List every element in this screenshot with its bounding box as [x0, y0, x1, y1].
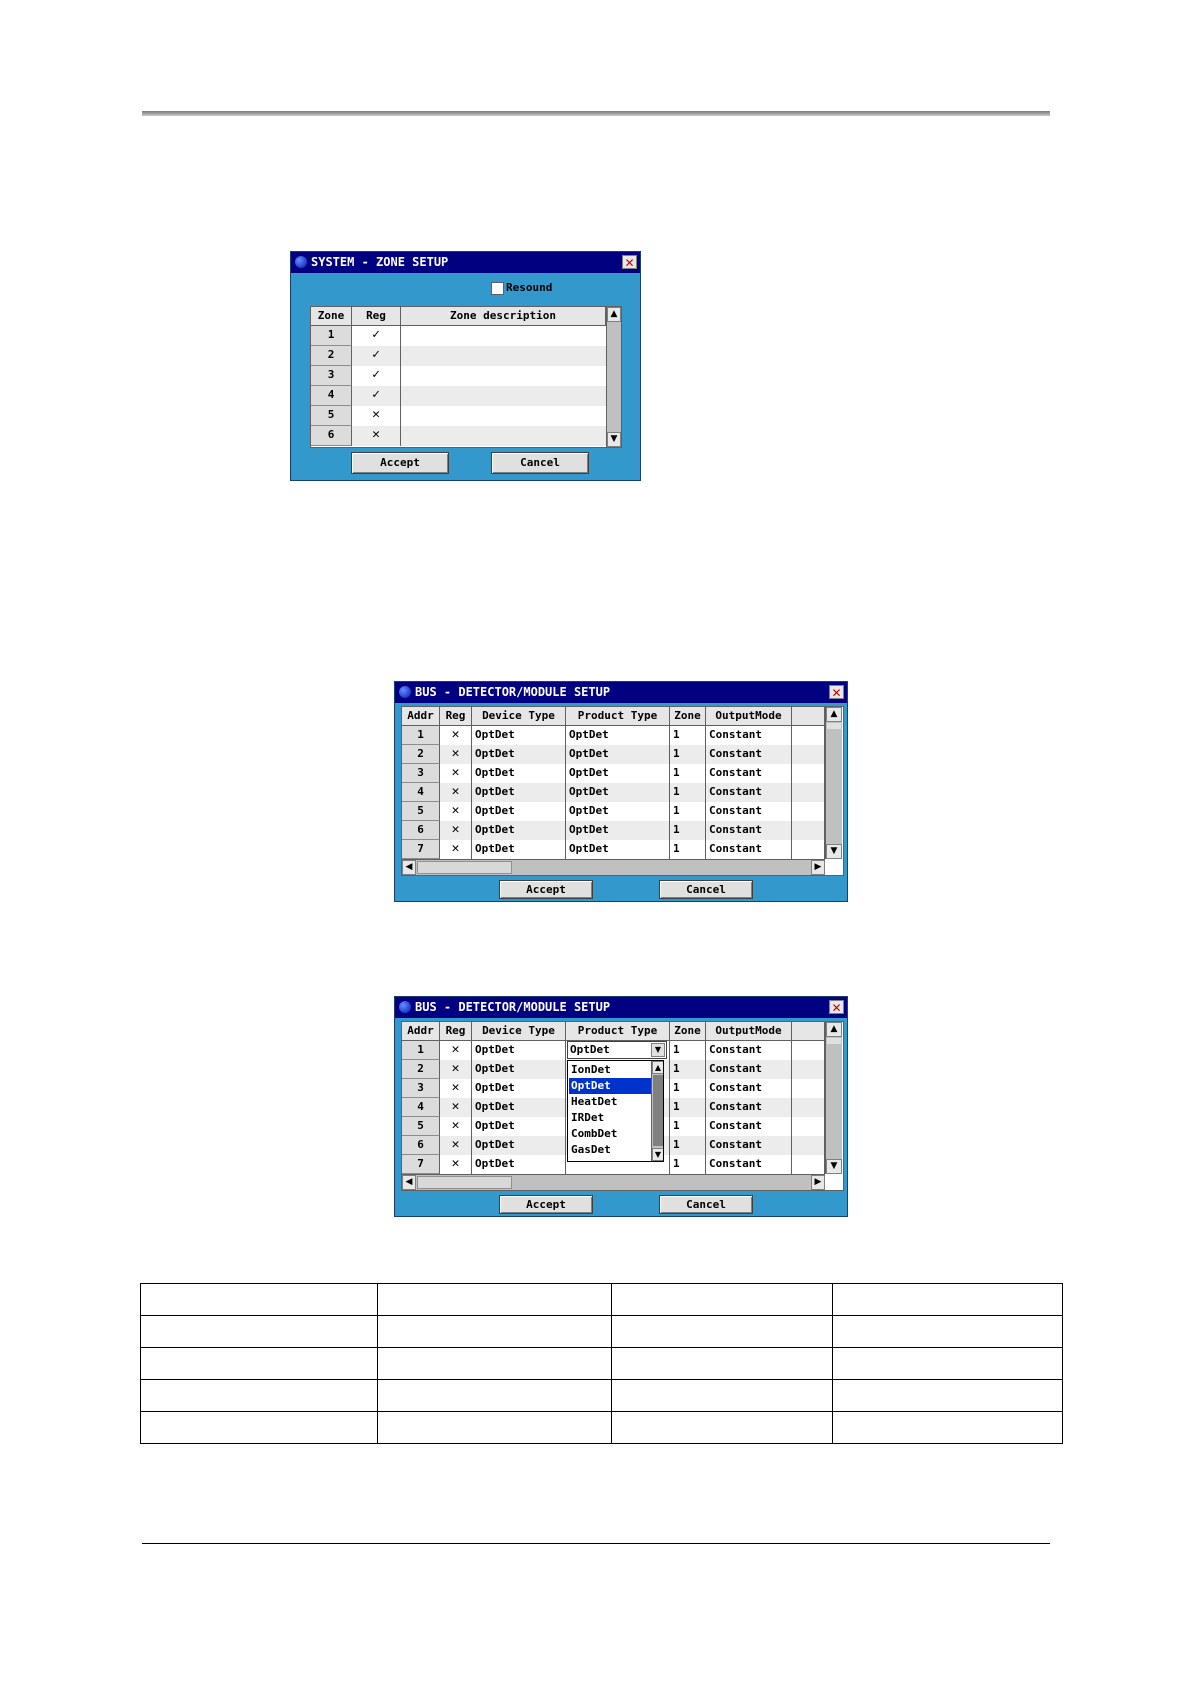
- doc-table-cell: [612, 1412, 833, 1444]
- device-type-cell[interactable]: OptDet: [472, 1155, 566, 1174]
- scroll-up-icon[interactable]: ▲: [607, 307, 621, 322]
- extra-cell[interactable]: [792, 840, 825, 859]
- scroll-down-icon[interactable]: ▼: [826, 1159, 842, 1174]
- zone-cell[interactable]: 1: [670, 783, 706, 802]
- reg-status-icon[interactable]: ✕: [440, 1117, 472, 1136]
- table-row[interactable]: [311, 326, 606, 346]
- horizontal-scrollbar[interactable]: [402, 859, 825, 875]
- scroll-up-icon[interactable]: ▲: [652, 1061, 664, 1074]
- extra-cell[interactable]: [792, 1041, 825, 1060]
- extra-cell[interactable]: [792, 1117, 825, 1136]
- doc-table-row: [141, 1284, 1063, 1316]
- product-type-cell[interactable]: OptDet: [566, 745, 670, 764]
- reg-status-icon[interactable]: ✕: [440, 783, 472, 802]
- device-grid: [401, 706, 844, 876]
- device-type-cell[interactable]: OptDet: [472, 1041, 566, 1060]
- doc-table-cell: [141, 1284, 378, 1316]
- column-header-addr[interactable]: Addr: [402, 1022, 440, 1041]
- scroll-thumb[interactable]: [827, 1038, 841, 1044]
- zone-description-cell[interactable]: [401, 426, 606, 446]
- doc-table-cell: [378, 1348, 612, 1380]
- zone-cell[interactable]: 1: [670, 1041, 706, 1060]
- dropdown-option[interactable]: IRDet: [571, 1111, 605, 1124]
- scroll-left-icon[interactable]: ◀: [402, 1175, 416, 1190]
- table-row[interactable]: [402, 726, 825, 745]
- product-type-combo[interactable]: [567, 1041, 667, 1059]
- scroll-right-icon[interactable]: ▶: [811, 860, 825, 875]
- output-mode-cell[interactable]: Constant: [706, 1155, 792, 1174]
- scroll-thumb[interactable]: [417, 1176, 512, 1189]
- zone-description-cell[interactable]: [401, 386, 606, 406]
- device-type-cell[interactable]: OptDet: [472, 1136, 566, 1155]
- address-cell[interactable]: 2: [402, 1060, 440, 1079]
- device-type-cell[interactable]: OptDet: [472, 1079, 566, 1098]
- reg-status-icon[interactable]: ✕: [440, 1098, 472, 1117]
- reg-status-icon[interactable]: ✕: [440, 726, 472, 745]
- scroll-up-icon[interactable]: ▲: [826, 1022, 842, 1037]
- extra-cell[interactable]: [792, 1060, 825, 1079]
- doc-table-cell: [833, 1284, 1063, 1316]
- dialog-title: BUS - DETECTOR/MODULE SETUP: [415, 1000, 611, 1014]
- output-mode-cell[interactable]: Constant: [706, 764, 792, 783]
- address-cell[interactable]: 1: [402, 1041, 440, 1060]
- table-row[interactable]: [402, 745, 825, 764]
- zone-cell[interactable]: 1: [670, 1117, 706, 1136]
- output-mode-cell[interactable]: Constant: [706, 1136, 792, 1155]
- zone-cell[interactable]: 1: [670, 840, 706, 859]
- device-type-cell[interactable]: OptDet: [472, 726, 566, 745]
- reg-status-icon[interactable]: ✕: [440, 1136, 472, 1155]
- accept-button[interactable]: Accept: [351, 452, 449, 474]
- column-header-device-type[interactable]: Device Type: [472, 707, 566, 726]
- extra-cell[interactable]: [792, 764, 825, 783]
- doc-table-cell: [833, 1412, 1063, 1444]
- doc-table-cell: [378, 1412, 612, 1444]
- dropdown-option[interactable]: OptDet: [569, 1078, 651, 1094]
- reg-status-icon[interactable]: ✕: [440, 1060, 472, 1079]
- document-table: [140, 1283, 1063, 1444]
- doc-table-row: [141, 1316, 1063, 1348]
- table-row[interactable]: [402, 783, 825, 802]
- table-row[interactable]: [402, 764, 825, 783]
- column-header-description[interactable]: Zone description: [401, 307, 606, 326]
- bus-setup-dialog-2: [394, 996, 848, 1217]
- zone-cell[interactable]: 1: [670, 726, 706, 745]
- extra-cell[interactable]: [792, 783, 825, 802]
- accept-button[interactable]: Accept: [499, 1195, 593, 1214]
- address-cell[interactable]: 6: [402, 1136, 440, 1155]
- reg-status-icon[interactable]: ✕: [440, 821, 472, 840]
- doc-table-cell: [141, 1348, 378, 1380]
- zone-number[interactable]: 4: [311, 386, 352, 406]
- dialog-title: SYSTEM - ZONE SETUP: [311, 255, 449, 269]
- extra-cell[interactable]: [792, 802, 825, 821]
- column-header-addr[interactable]: Addr: [402, 707, 440, 726]
- product-type-cell[interactable]: OptDet: [566, 783, 670, 802]
- reg-status-icon[interactable]: ✕: [440, 1155, 472, 1174]
- scroll-right-icon[interactable]: ▶: [811, 1175, 825, 1190]
- table-row[interactable]: [311, 426, 606, 446]
- reg-status-icon[interactable]: ✕: [352, 406, 401, 426]
- extra-cell[interactable]: [792, 1155, 825, 1174]
- dropdown-option[interactable]: IonDet: [571, 1063, 611, 1076]
- dropdown-option[interactable]: GasDet: [571, 1143, 611, 1156]
- reg-status-icon[interactable]: ✕: [440, 1079, 472, 1098]
- zone-description-cell[interactable]: [401, 326, 606, 346]
- output-mode-cell[interactable]: Constant: [706, 1098, 792, 1117]
- column-header-device-type[interactable]: Device Type: [472, 1022, 566, 1041]
- extra-cell[interactable]: [792, 726, 825, 745]
- doc-table-cell: [833, 1316, 1063, 1348]
- doc-table-cell: [612, 1380, 833, 1412]
- extra-cell[interactable]: [792, 821, 825, 840]
- output-mode-cell[interactable]: Constant: [706, 1079, 792, 1098]
- close-icon[interactable]: ✕: [829, 1000, 844, 1014]
- device-type-cell[interactable]: OptDet: [472, 802, 566, 821]
- scroll-thumb[interactable]: [417, 861, 512, 874]
- zone-number[interactable]: 2: [311, 346, 352, 366]
- zone-number[interactable]: 1: [311, 326, 352, 346]
- vertical-scrollbar[interactable]: [825, 1022, 842, 1174]
- extra-cell[interactable]: [792, 745, 825, 764]
- zone-cell[interactable]: 1: [670, 1060, 706, 1079]
- doc-table-cell: [833, 1380, 1063, 1412]
- doc-table-cell: [612, 1284, 833, 1316]
- scroll-thumb[interactable]: [827, 723, 841, 729]
- address-cell[interactable]: 7: [402, 1155, 440, 1174]
- product-type-cell[interactable]: OptDet: [566, 802, 670, 821]
- output-mode-cell[interactable]: Constant: [706, 1117, 792, 1136]
- address-cell[interactable]: 6: [402, 821, 440, 840]
- zone-cell[interactable]: 1: [670, 1155, 706, 1174]
- doc-table-row: [141, 1380, 1063, 1412]
- column-header-zone[interactable]: Zone: [670, 707, 706, 726]
- doc-table-row: [141, 1348, 1063, 1380]
- dialog-title: BUS - DETECTOR/MODULE SETUP: [415, 685, 611, 699]
- column-header-reg[interactable]: Reg: [440, 1022, 472, 1041]
- zone-cell[interactable]: 1: [670, 802, 706, 821]
- table-row[interactable]: [311, 366, 606, 386]
- horizontal-scrollbar[interactable]: [402, 1174, 825, 1190]
- address-cell[interactable]: 5: [402, 1117, 440, 1136]
- table-row[interactable]: [311, 406, 606, 426]
- reg-status-icon[interactable]: ✓: [352, 346, 401, 366]
- doc-table-cell: [141, 1316, 378, 1348]
- address-cell[interactable]: 7: [402, 840, 440, 859]
- cancel-button[interactable]: Cancel: [659, 880, 753, 899]
- accept-button[interactable]: Accept: [499, 880, 593, 899]
- scroll-thumb[interactable]: [653, 1075, 664, 1146]
- doc-table-cell: [141, 1412, 378, 1444]
- zone-cell[interactable]: 1: [670, 1136, 706, 1155]
- zone-description-cell[interactable]: [401, 366, 606, 386]
- doc-table-cell: [612, 1316, 833, 1348]
- scroll-up-icon[interactable]: ▲: [826, 707, 842, 722]
- resound-label: Resound: [506, 281, 553, 294]
- resound-checkbox[interactable]: [491, 282, 504, 295]
- bus-setup-dialog-1: [394, 681, 848, 902]
- output-mode-cell[interactable]: Constant: [706, 745, 792, 764]
- column-header-product-type[interactable]: Product Type: [566, 707, 670, 726]
- cancel-button[interactable]: Cancel: [491, 452, 589, 474]
- product-type-dropdown[interactable]: [567, 1060, 664, 1162]
- reg-status-icon[interactable]: ✓: [352, 366, 401, 386]
- table-row[interactable]: [311, 346, 606, 366]
- zone-grid: [310, 306, 622, 448]
- device-type-cell[interactable]: OptDet: [472, 1117, 566, 1136]
- device-type-cell[interactable]: OptDet: [472, 783, 566, 802]
- reg-status-icon[interactable]: ✕: [440, 1041, 472, 1060]
- address-cell[interactable]: 3: [402, 764, 440, 783]
- zone-cell[interactable]: 1: [670, 1079, 706, 1098]
- device-type-cell[interactable]: OptDet: [472, 764, 566, 783]
- product-type-cell[interactable]: OptDet: [566, 764, 670, 783]
- column-header-output-mode[interactable]: OutputMode: [706, 1022, 792, 1041]
- reg-status-icon[interactable]: ✕: [352, 426, 401, 446]
- zone-setup-dialog: [290, 251, 641, 481]
- zone-number[interactable]: 5: [311, 406, 352, 426]
- product-type-cell[interactable]: OptDet: [566, 840, 670, 859]
- column-header-zone[interactable]: Zone: [670, 1022, 706, 1041]
- header-rule: [142, 111, 1050, 116]
- cancel-button[interactable]: Cancel: [659, 1195, 753, 1214]
- app-icon: [399, 1001, 411, 1013]
- table-row[interactable]: [402, 840, 825, 859]
- address-cell[interactable]: 2: [402, 745, 440, 764]
- extra-cell[interactable]: [792, 1098, 825, 1117]
- title-bar: [395, 682, 847, 703]
- zone-cell[interactable]: 1: [670, 1098, 706, 1117]
- output-mode-cell[interactable]: Constant: [706, 726, 792, 745]
- reg-status-icon[interactable]: ✕: [440, 840, 472, 859]
- extra-cell[interactable]: [792, 1136, 825, 1155]
- output-mode-cell[interactable]: Constant: [706, 802, 792, 821]
- zone-number[interactable]: 6: [311, 426, 352, 446]
- output-mode-cell[interactable]: Constant: [706, 1041, 792, 1060]
- doc-table-row: [141, 1412, 1063, 1444]
- product-type-cell[interactable]: OptDet: [566, 821, 670, 840]
- column-header-reg[interactable]: Reg: [352, 307, 401, 326]
- close-icon[interactable]: ✕: [829, 685, 844, 699]
- doc-table-cell: [378, 1380, 612, 1412]
- column-header-extra[interactable]: [792, 1022, 825, 1041]
- dropdown-scrollbar[interactable]: [651, 1061, 664, 1161]
- combo-value: OptDet: [570, 1043, 610, 1056]
- doc-table-cell: [141, 1380, 378, 1412]
- dropdown-option[interactable]: CombDet: [571, 1127, 618, 1140]
- vertical-scrollbar[interactable]: [825, 707, 842, 859]
- reg-status-icon[interactable]: ✕: [440, 745, 472, 764]
- title-bar: [395, 997, 847, 1018]
- column-header-output-mode[interactable]: OutputMode: [706, 707, 792, 726]
- vertical-scrollbar[interactable]: [606, 307, 621, 447]
- reg-status-icon[interactable]: ✕: [440, 802, 472, 821]
- zone-description-cell[interactable]: [401, 406, 606, 426]
- chevron-down-icon[interactable]: ▼: [651, 1043, 665, 1057]
- address-cell[interactable]: 1: [402, 726, 440, 745]
- close-icon[interactable]: ✕: [622, 255, 637, 269]
- column-header-reg[interactable]: Reg: [440, 707, 472, 726]
- app-icon: [295, 256, 307, 268]
- app-icon: [399, 686, 411, 698]
- address-cell[interactable]: 3: [402, 1079, 440, 1098]
- device-type-cell[interactable]: OptDet: [472, 745, 566, 764]
- doc-table-cell: [378, 1284, 612, 1316]
- address-cell[interactable]: 5: [402, 802, 440, 821]
- scroll-down-icon[interactable]: ▼: [607, 432, 621, 447]
- device-type-cell[interactable]: OptDet: [472, 840, 566, 859]
- device-type-cell[interactable]: OptDet: [472, 821, 566, 840]
- output-mode-cell[interactable]: Constant: [706, 783, 792, 802]
- product-type-cell[interactable]: OptDet: [566, 726, 670, 745]
- table-row[interactable]: [311, 386, 606, 406]
- column-header-product-type[interactable]: Product Type: [566, 1022, 670, 1041]
- footer-rule: [142, 1543, 1050, 1544]
- scroll-down-icon[interactable]: ▼: [652, 1148, 664, 1161]
- output-mode-cell[interactable]: Constant: [706, 1060, 792, 1079]
- title-bar: [291, 252, 640, 273]
- zone-cell[interactable]: 1: [670, 764, 706, 783]
- zone-description-cell[interactable]: [401, 346, 606, 366]
- scroll-left-icon[interactable]: ◀: [402, 860, 416, 875]
- extra-cell[interactable]: [792, 1079, 825, 1098]
- dropdown-option[interactable]: HeatDet: [571, 1095, 618, 1108]
- address-cell[interactable]: 4: [402, 1098, 440, 1117]
- output-mode-cell[interactable]: Constant: [706, 821, 792, 840]
- reg-status-icon[interactable]: ✓: [352, 326, 401, 346]
- output-mode-cell[interactable]: Constant: [706, 840, 792, 859]
- device-type-cell[interactable]: OptDet: [472, 1098, 566, 1117]
- doc-table-cell: [833, 1348, 1063, 1380]
- address-cell[interactable]: 4: [402, 783, 440, 802]
- doc-table-cell: [612, 1348, 833, 1380]
- column-header-extra[interactable]: [792, 707, 825, 726]
- column-header-zone[interactable]: Zone: [311, 307, 352, 326]
- reg-status-icon[interactable]: ✓: [352, 386, 401, 406]
- reg-status-icon[interactable]: ✕: [440, 764, 472, 783]
- scroll-down-icon[interactable]: ▼: [826, 844, 842, 859]
- zone-cell[interactable]: 1: [670, 821, 706, 840]
- table-row[interactable]: [402, 802, 825, 821]
- doc-table-cell: [378, 1316, 612, 1348]
- zone-number[interactable]: 3: [311, 366, 352, 386]
- device-type-cell[interactable]: OptDet: [472, 1060, 566, 1079]
- zone-cell[interactable]: 1: [670, 745, 706, 764]
- table-row[interactable]: [402, 821, 825, 840]
